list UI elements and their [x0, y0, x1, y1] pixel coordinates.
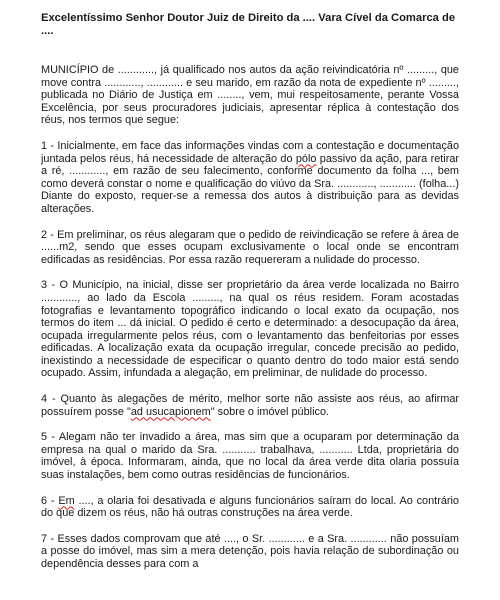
paragraph-6	[41, 495, 459, 520]
spellcheck-flagged-phrase: ad usucapionem	[130, 405, 211, 418]
spellcheck-flagged-word: pólo	[295, 152, 317, 165]
paragraph-5: 5 - Alegam não ter invadido a área, mas sim que a ocuparam por determinação da empresa na qual o marido da Sra. ........... trabalhava, ........... Ltda, proprietária do imóvel, à época. Informaram, ainda, que no local da área verde dita olaria possuía suas instalações, bem como outras residências de funcionários.	[41, 431, 459, 482]
paragraph-3: 3 - O Município, na inicial, disse ser proprietário da área verde localizada no Bairro ............, ao lado da Escola ........., na qual os réus residem. Foram acostadas fotografias e levantamento topográfico indicando o local exato da ocupação, nos termos do item ... dá inicial. O pedido é certo e determinado: a desocupação da área, ocupada irregularmente pelos réus, com o levantamento das benfeitorias por esses edificadas. A localização exata da ocupação irregular, concede precisão ao pedido, inexistindo a necessidade de especificar o quanto dentro do todo maior está sendo ocupado. Assim, infundada a alegação, em preliminar, de nulidade do processo.	[41, 279, 459, 380]
document-page	[41, 12, 459, 598]
paragraph-2: 2 - Em preliminar, os réus alegaram que o pedido de reivindicação se refere à área de ......m2, sendo que esses ocupam exclusivamente o local onde se encontram edificadas as residências. Por essa razão requereram a nulidade do processo.	[41, 228, 459, 266]
spellcheck-flagged-word-2: Em	[58, 494, 75, 507]
paragraph-1-text-start: 1 - Inicialmente, em face das informações vindas com a contestação e documentação juntada pelos réus, há necessidade de alteração do	[41, 139, 459, 165]
paragraph-6-text-end: ...., a olaria foi desativada e alguns funcionários saíram do local. Ao contrário do que dizem os réus, não há outras construções na área verde.	[41, 494, 459, 520]
paragraph-4-text-end: " sobre o imóvel público.	[210, 405, 330, 418]
paragraph-6-text-start: 6 -	[41, 494, 59, 507]
document-heading: Excelentíssimo Senhor Doutor Juiz de Direito da .... Vara Cível da Comarca de ....	[41, 12, 456, 37]
paragraph-4-text-start: 4 - Quanto às alegações de mérito, melhor sorte não assiste aos réus, ao afirmar possuírem posse "	[41, 393, 459, 418]
paragraph-7: 7 - Esses dados comprovam que até ...., o Sr. ............ e a Sra. ............ não possuíam a posse do imóvel, mas sim a mera detenção, pois havia relação de subordinação ou dependência desses para com a	[41, 532, 459, 570]
paragraph-intro: MUNICÍPIO de ............, já qualificado nos autos da ação reivindicatória nº ........., que move contra ............, ............ e seu marido, em razão da nota de expediente nº ........., publicada no Diário de Justiça em ........, vem, mui respeitosamente, perante Vossa Excelência, por seus procuradores judiciais, apresentar réplica à contestação dos réus, nos termos que segue:	[41, 64, 459, 127]
paragraph-4	[41, 393, 459, 418]
paragraph-1	[41, 140, 459, 216]
paragraph-1-text-end: passivo da ação, para retirar a ré, ............, em razão de seu falecimento, conforme documento da folha ..., bem como deverá constar o nome e qualificação do viúvo da Sra. ............, ............ (folha...) Diante do exposto, requer-se a remessa dos autos à distribuição para as devidas alterações.	[41, 152, 459, 215]
